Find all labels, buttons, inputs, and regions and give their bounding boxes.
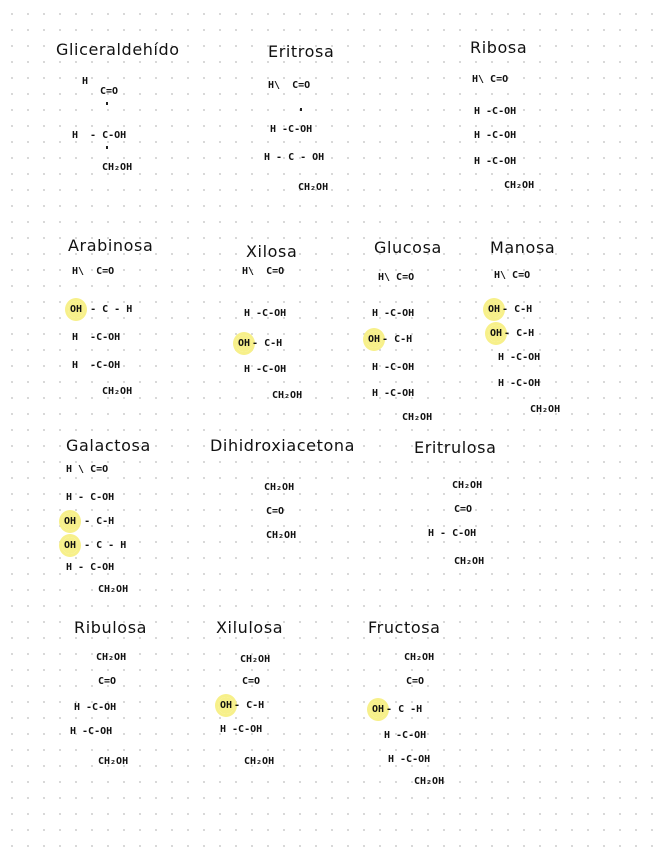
- formula-line: H -C-OH: [498, 352, 541, 363]
- bond: [106, 146, 108, 149]
- formula-line: CH₂OH: [272, 390, 303, 401]
- formula-line: CH₂OH: [402, 412, 433, 423]
- molecule-title: Fructosa: [368, 618, 441, 637]
- formula-line: H\ C=O: [268, 80, 311, 91]
- formula-line: H -C-OH: [474, 130, 517, 141]
- highlighted-hydroxyl: OH: [366, 331, 382, 348]
- formula-line: H - C-OH: [66, 492, 115, 503]
- bond: [300, 108, 302, 111]
- formula-line: CH₂OH: [452, 480, 483, 491]
- highlighted-hydroxyl: OH: [68, 301, 84, 318]
- formula-line: H -C-OH: [244, 308, 287, 319]
- formula-line: CH₂OH: [240, 654, 271, 665]
- molecule-title: Eritrosa: [268, 42, 335, 61]
- formula-line: OH - C-H: [488, 328, 534, 340]
- formula-line: H - C - OH: [264, 152, 325, 163]
- highlighted-hydroxyl: OH: [486, 301, 502, 318]
- molecule-title: Galactosa: [66, 436, 151, 455]
- molecule-title: Manosa: [490, 238, 556, 257]
- formula-line: H\ C=O: [72, 266, 115, 277]
- molecule-title: Ribosa: [470, 38, 528, 57]
- molecule-title: Dihidroxiacetona: [210, 436, 355, 455]
- formula-line: CH₂OH: [244, 756, 275, 767]
- formula-line: H\ C=O: [472, 74, 509, 85]
- molecule-title: Ribulosa: [74, 618, 148, 637]
- formula-line: OH - C - H: [62, 540, 126, 552]
- formula-line: H \ C=O: [66, 464, 109, 475]
- formula-line: CH₂OH: [404, 652, 435, 663]
- formula-line: CH₂OH: [98, 756, 129, 767]
- formula-line: H -C-OH: [372, 388, 415, 399]
- highlighted-hydroxyl: OH: [62, 513, 78, 530]
- formula-line: OH - C-H: [486, 304, 532, 316]
- formula-line: C=O: [100, 86, 119, 97]
- formula-line: H -C-OH: [372, 308, 415, 319]
- formula-line: CH₂OH: [98, 584, 129, 595]
- formula-line: C=O: [266, 506, 285, 517]
- formula-line: C=O: [454, 504, 473, 515]
- formula-line: CH₂OH: [96, 652, 127, 663]
- formula-line: CH₂OH: [264, 482, 295, 493]
- highlighted-hydroxyl: OH: [488, 325, 504, 342]
- highlighted-hydroxyl: OH: [236, 335, 252, 352]
- formula-line: OH - C-H: [218, 700, 264, 712]
- formula-line: H -C-OH: [384, 730, 427, 741]
- formula-line: C=O: [242, 676, 261, 687]
- formula-line: H -C-OH: [72, 332, 121, 343]
- formula-line: OH - C-H: [366, 334, 412, 346]
- formula-line: H - C-OH: [66, 562, 115, 573]
- formula-line: OH - C -H: [370, 704, 422, 716]
- formula-line: H -C-OH: [474, 106, 517, 117]
- bond: [106, 102, 108, 105]
- formula-line: H - C-OH: [428, 528, 477, 539]
- formula-line: OH - C-H: [62, 516, 114, 528]
- highlighted-hydroxyl: OH: [218, 697, 234, 714]
- formula-line: CH₂OH: [414, 776, 445, 787]
- formula-line: H -C-OH: [244, 364, 287, 375]
- highlighted-hydroxyl: OH: [370, 701, 386, 718]
- formula-line: H - C-OH: [72, 130, 127, 141]
- formula-line: CH₂OH: [102, 162, 133, 173]
- formula-line: H -C-OH: [72, 360, 121, 371]
- formula-line: H -C-OH: [372, 362, 415, 373]
- formula-line: CH₂OH: [298, 182, 329, 193]
- formula-line: H -C-OH: [498, 378, 541, 389]
- formula-line: H\ C=O: [242, 266, 285, 277]
- formula-line: H -C-OH: [474, 156, 517, 167]
- molecule-title: Xilosa: [246, 242, 298, 261]
- formula-line: OH - C - H: [68, 304, 132, 316]
- formula-line: CH₂OH: [454, 556, 485, 567]
- formula-line: C=O: [406, 676, 425, 687]
- molecule-title: Glucosa: [374, 238, 442, 257]
- formula-line: CH₂OH: [504, 180, 535, 191]
- highlighted-hydroxyl: OH: [62, 537, 78, 554]
- molecule-title: Xilulosa: [216, 618, 284, 637]
- formula-line: C=O: [98, 676, 117, 687]
- molecule-title: Gliceraldehído: [56, 40, 180, 59]
- formula-line: H\ C=O: [494, 270, 531, 281]
- formula-line: CH₂OH: [266, 530, 297, 541]
- formula-line: CH₂OH: [530, 404, 561, 415]
- molecule-title: Arabinosa: [68, 236, 154, 255]
- formula-line: H -C-OH: [74, 702, 117, 713]
- formula-line: OH - C-H: [236, 338, 282, 350]
- molecule-title: Eritrulosa: [414, 438, 497, 457]
- formula-line: H -C-OH: [220, 724, 263, 735]
- formula-line: H -C-OH: [70, 726, 113, 737]
- formula-line: H: [82, 76, 89, 87]
- formula-line: H -C-OH: [270, 124, 313, 135]
- formula-line: H -C-OH: [388, 754, 431, 765]
- formula-line: H\ C=O: [378, 272, 415, 283]
- formula-line: CH₂OH: [102, 386, 133, 397]
